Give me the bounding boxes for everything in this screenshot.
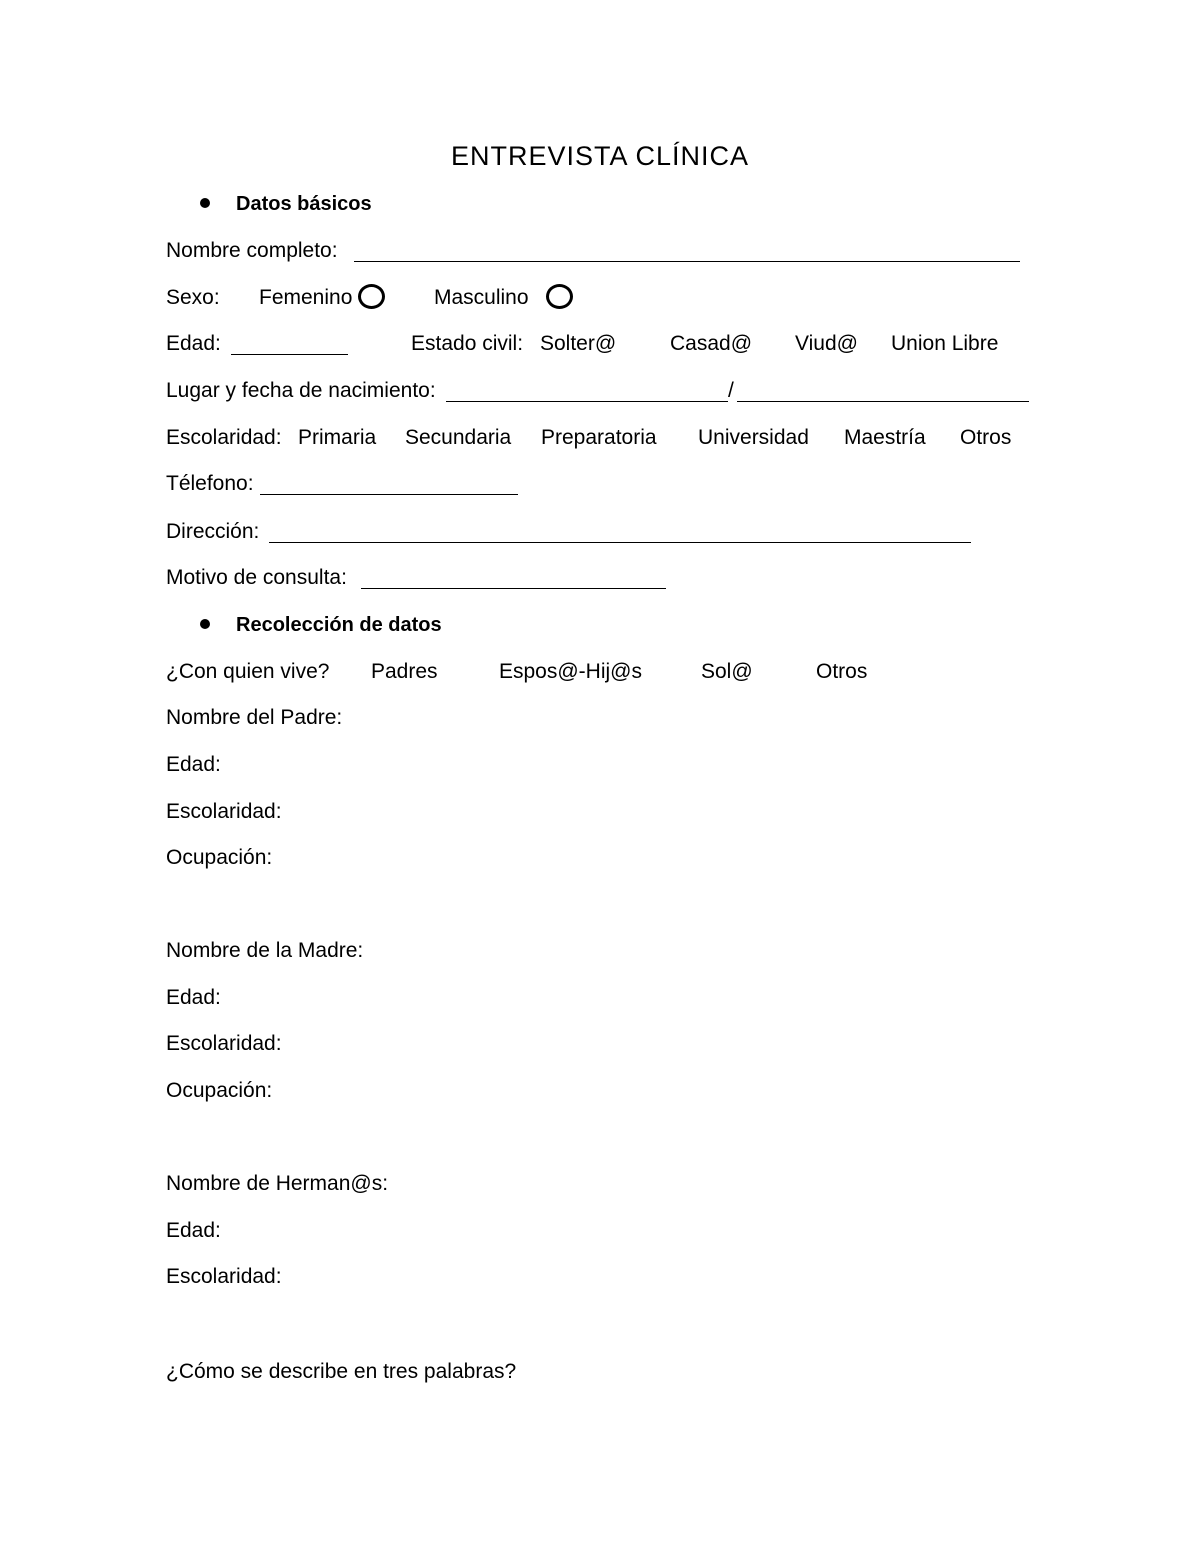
edad-label: Edad: [166, 332, 221, 355]
con-quien-option-esposos-hijos[interactable]: Espos@-Hij@s [499, 660, 642, 683]
fecha-field[interactable] [737, 401, 1029, 402]
lugar-field[interactable] [446, 401, 728, 402]
escolaridad-option-preparatoria[interactable]: Preparatoria [541, 426, 657, 449]
padre-nombre-label: Nombre del Padre: [166, 706, 343, 729]
sexo-masculino-label: Masculino [434, 286, 529, 309]
escolaridad-option-otros[interactable]: Otros [960, 426, 1012, 449]
estado-civil-label: Estado civil: [411, 332, 524, 355]
escolaridad-option-primaria[interactable]: Primaria [298, 426, 377, 449]
escolaridad-label: Escolaridad: [166, 426, 282, 449]
hermanos-nombre-label: Nombre de Herman@s: [166, 1172, 389, 1195]
section-heading-text: Datos básicos [236, 193, 372, 215]
padre-escolaridad-label: Escolaridad: [166, 800, 282, 823]
hermanos-edad-label: Edad: [166, 1219, 221, 1242]
describe-question: ¿Cómo se describe en tres palabras? [166, 1360, 517, 1383]
sexo-femenino-label: Femenino [259, 286, 353, 309]
sexo-femenino-option [259, 284, 385, 312]
section-heading-recoleccion [200, 611, 442, 639]
estado-civil-option-viud[interactable]: Viud@ [795, 332, 858, 355]
madre-ocupacion-label: Ocupación: [166, 1079, 273, 1102]
con-quien-option-padres[interactable]: Padres [371, 660, 438, 683]
nombre-field[interactable] [354, 261, 1020, 262]
padre-edad-label: Edad: [166, 753, 221, 776]
lugar-fecha-separator: / [728, 379, 734, 402]
motivo-label: Motivo de consulta: [166, 566, 347, 589]
edad-field[interactable] [231, 354, 348, 355]
femenino-radio[interactable] [358, 284, 385, 309]
estado-civil-option-union-libre[interactable]: Union Libre [891, 332, 999, 355]
escolaridad-option-maestria[interactable]: Maestría [844, 426, 926, 449]
madre-escolaridad-label: Escolaridad: [166, 1032, 282, 1055]
motivo-field[interactable] [361, 588, 666, 589]
sexo-masculino-option [434, 284, 573, 312]
nombre-label: Nombre completo: [166, 239, 338, 262]
masculino-radio[interactable] [546, 284, 573, 309]
con-quien-option-solo[interactable]: Sol@ [701, 660, 753, 683]
bullet-icon [200, 198, 210, 208]
madre-nombre-label: Nombre de la Madre: [166, 939, 364, 962]
telefono-field[interactable] [260, 494, 518, 495]
estado-civil-option-casad[interactable]: Casad@ [670, 332, 753, 355]
section-heading-text: Recolección de datos [236, 614, 442, 636]
page-title: ENTREVISTA CLÍNICA [450, 141, 750, 171]
section-heading-datos-basicos [200, 190, 372, 218]
telefono-label: Télefono: [166, 472, 254, 495]
sexo-label: Sexo: [166, 286, 220, 309]
hermanos-escolaridad-label: Escolaridad: [166, 1265, 282, 1288]
direccion-field[interactable] [269, 542, 971, 543]
escolaridad-option-universidad[interactable]: Universidad [698, 426, 809, 449]
escolaridad-option-secundaria[interactable]: Secundaria [405, 426, 512, 449]
lugar-fecha-label: Lugar y fecha de nacimiento: [166, 379, 436, 402]
estado-civil-option-solter[interactable]: Solter@ [540, 332, 617, 355]
direccion-label: Dirección: [166, 520, 260, 543]
con-quien-option-otros[interactable]: Otros [816, 660, 868, 683]
con-quien-label: ¿Con quien vive? [166, 660, 330, 683]
bullet-icon [200, 619, 210, 629]
madre-edad-label: Edad: [166, 986, 221, 1009]
padre-ocupacion-label: Ocupación: [166, 846, 273, 869]
